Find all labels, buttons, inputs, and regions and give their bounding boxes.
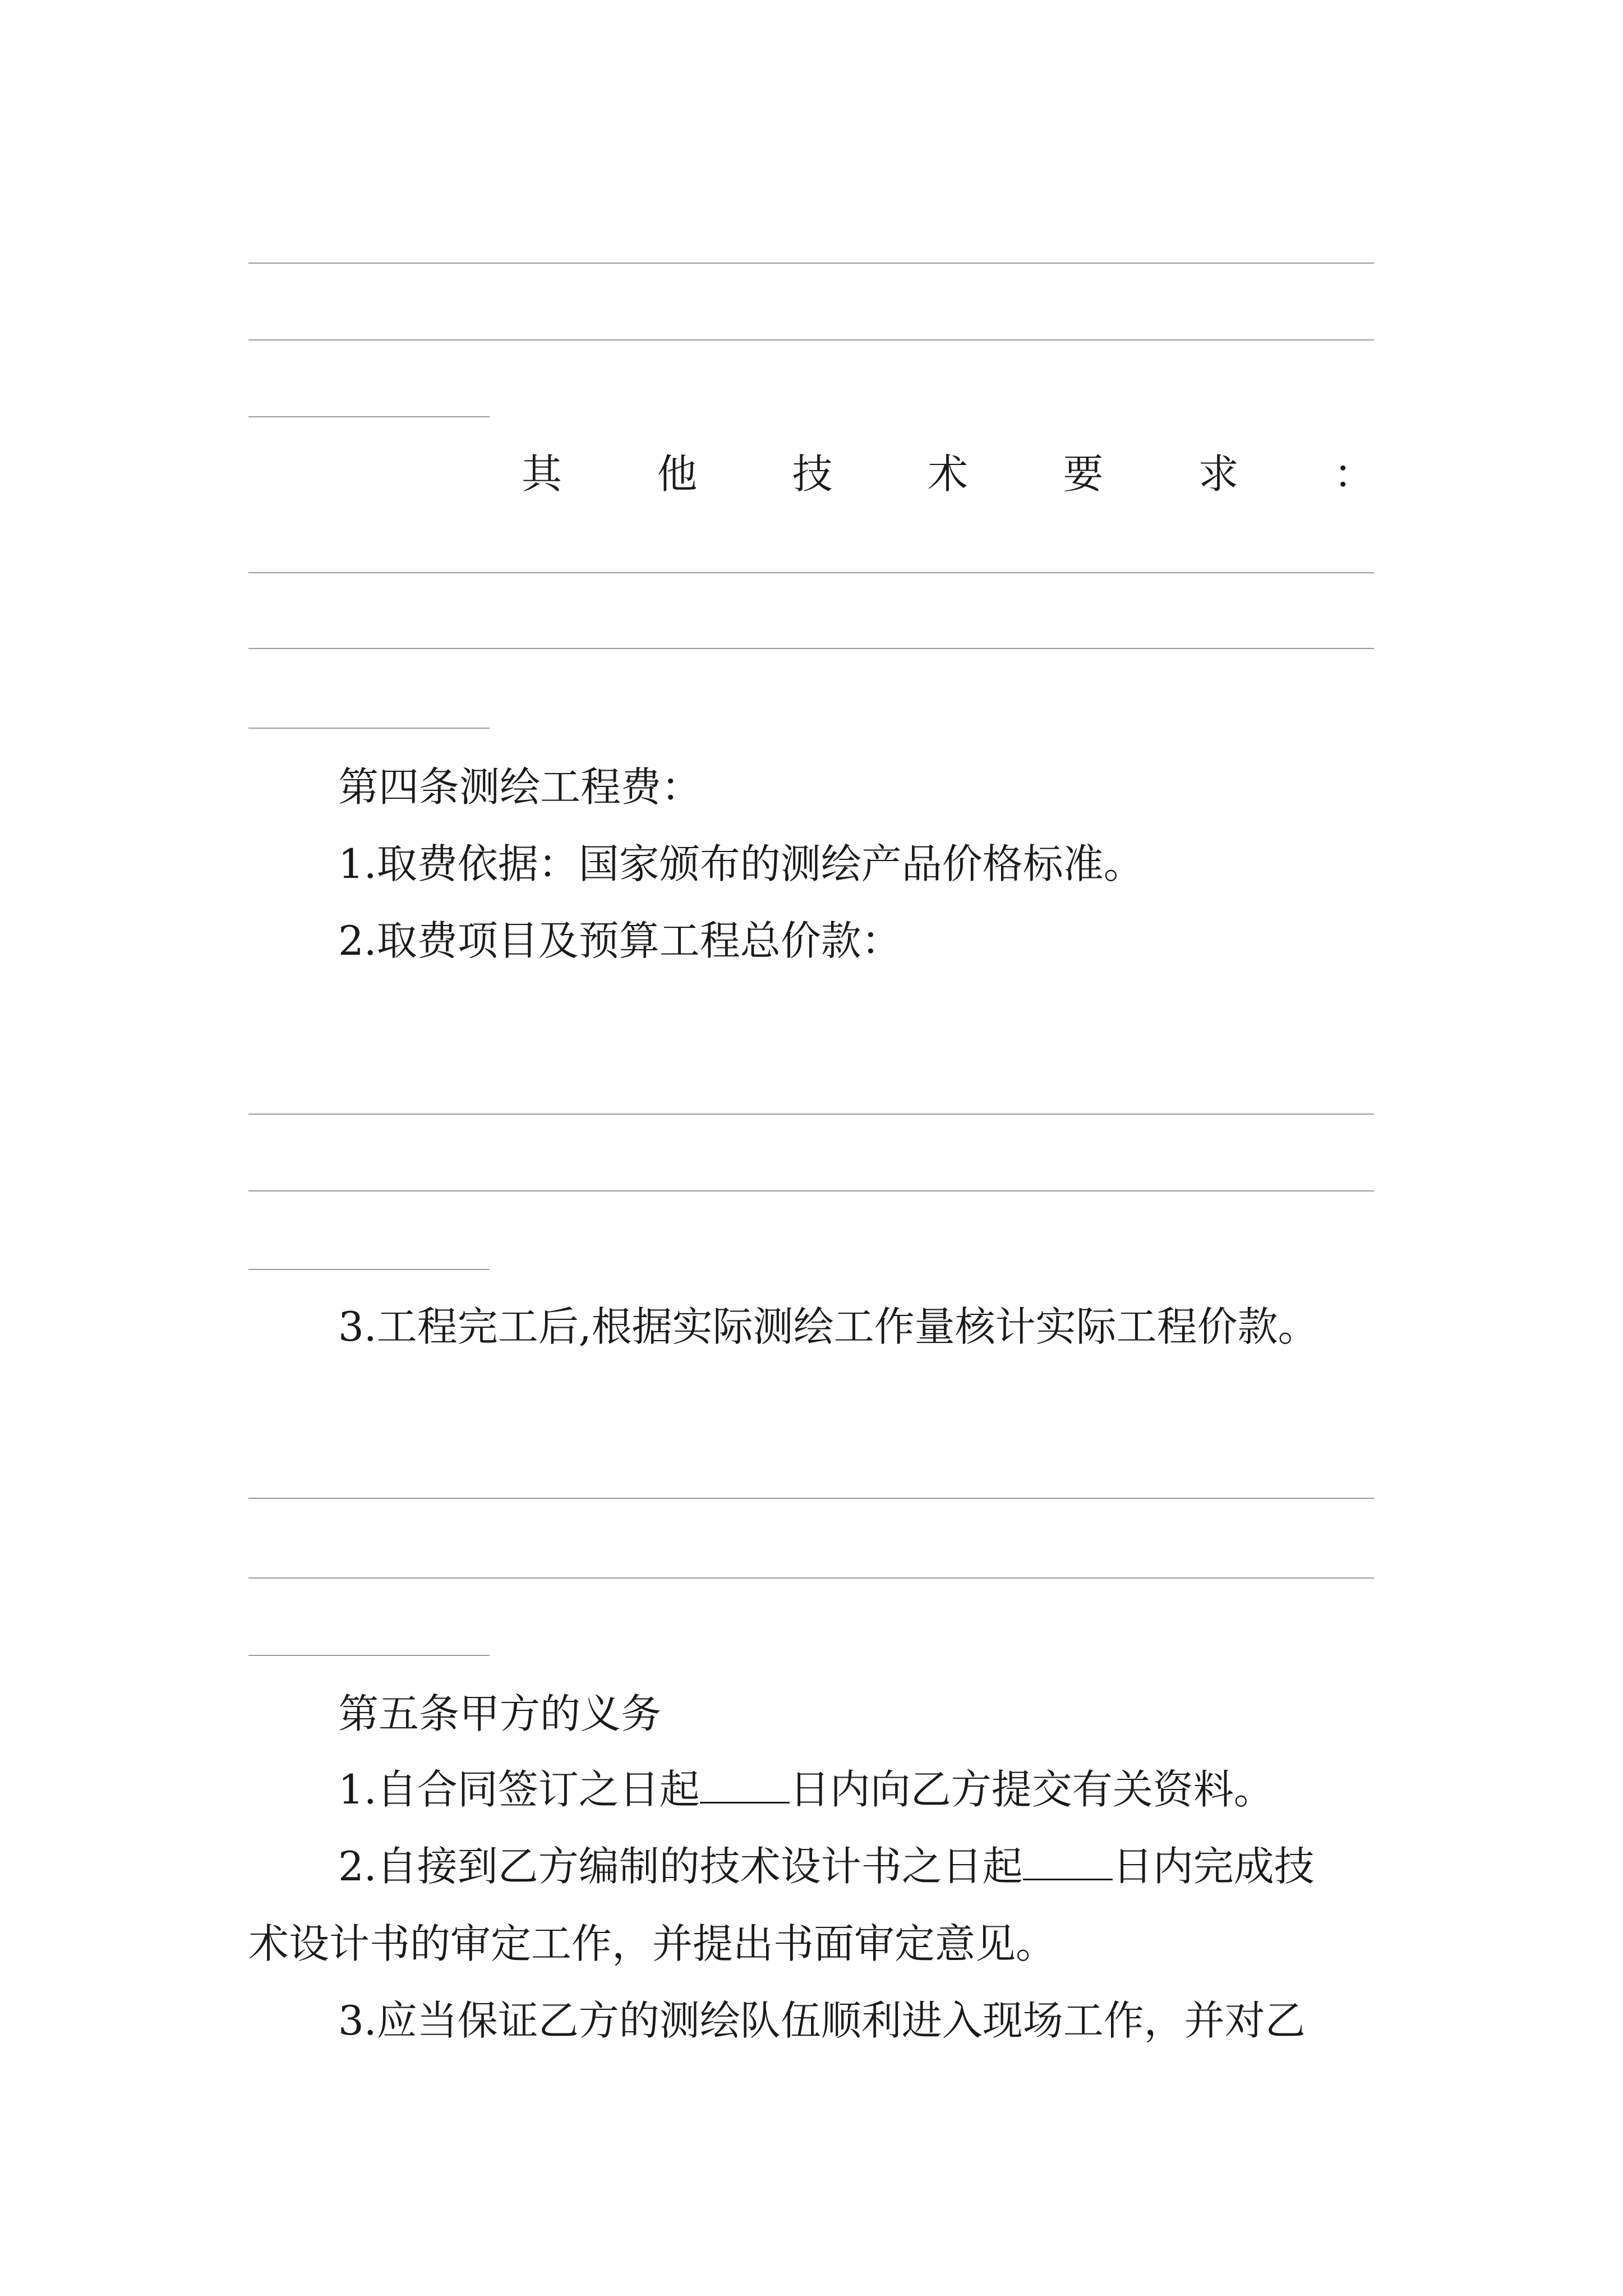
spread-char: 技 <box>792 450 833 498</box>
fill-line-short <box>248 728 490 729</box>
item2-text-end: 日内完成技 <box>1112 1843 1315 1890</box>
fill-line <box>248 1190 1374 1191</box>
fill-line <box>248 1498 1374 1499</box>
blank-field <box>1023 1844 1113 1880</box>
spread-char: 他 <box>657 450 698 498</box>
spread-char: ： <box>1333 450 1374 498</box>
fill-line-short <box>248 1655 490 1656</box>
spread-char: 术 <box>927 450 968 498</box>
item2-text-start: 2.自接到乙方编制的技术设计书之日起 <box>338 1843 1023 1890</box>
fill-line <box>248 339 1374 341</box>
item1-text-start: 1.自合同签订之日起 <box>338 1766 700 1813</box>
spread-char: 其 <box>522 450 562 498</box>
blank-field <box>700 1767 790 1803</box>
article4-item1: 1.取费依据：国家颁布的测绘产品价格标准。 <box>338 840 1144 887</box>
fill-line <box>248 1577 1374 1579</box>
article4-item3: 3.工程完工后,根据实际测绘工作量核计实际工程价款。 <box>338 1303 1318 1350</box>
spread-char: 要 <box>1063 450 1104 498</box>
other-tech-requirements-label <box>522 449 1374 499</box>
fill-line <box>248 648 1374 649</box>
article5-item3: 3.应当保证乙方的测绘队伍顺利进入现场工作，并对乙 <box>338 1997 1306 2044</box>
article4-item2: 2.取费项目及预算工程总价款： <box>338 917 902 964</box>
fill-line <box>248 263 1374 264</box>
article5-item1 <box>338 1764 1482 1815</box>
item1-text-end: 日内向乙方提交有关资料。 <box>789 1766 1274 1813</box>
spread-char: 求 <box>1198 450 1239 498</box>
article5-heading: 第五条甲方的义务 <box>338 1690 662 1737</box>
article4-heading: 第四条测绘工程费： <box>338 763 702 811</box>
fill-line <box>248 572 1374 573</box>
fill-line-short <box>248 416 490 417</box>
fill-line <box>248 1114 1374 1115</box>
article5-item2-continued: 术设计书的审定工作，并提出书面审定意见。 <box>248 1920 1057 1967</box>
fill-line-short <box>248 1269 490 1270</box>
article5-item2 <box>338 1841 1482 1892</box>
